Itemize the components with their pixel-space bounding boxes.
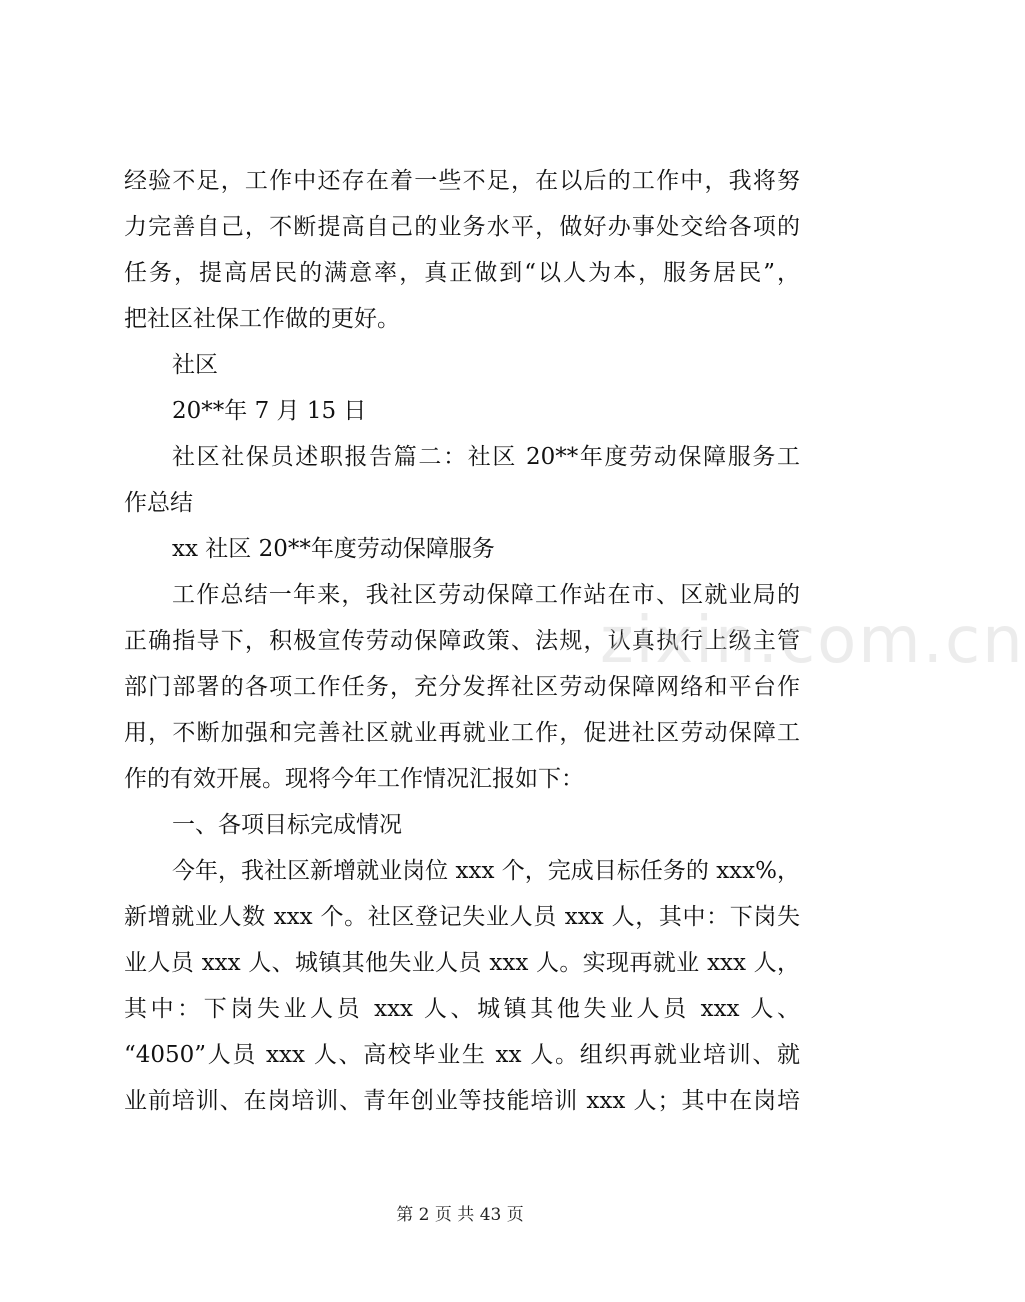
watermark: zixin.com.cn (600, 604, 1025, 678)
subtitle: xx 社区 20**年度劳动保障服务 (172, 536, 495, 562)
text-line: “4050”人员 xxx 人、高校毕业生 xx 人。组织再就业培训、就 (124, 1042, 800, 1068)
text-line: 其中：下岗失业人员 xxx 人、城镇其他失业人员 xxx 人、 (124, 996, 800, 1022)
document-body (124, 158, 800, 1124)
signature-date: 20**年 7 月 15 日 (172, 398, 367, 424)
section-title-cont: 作总结 (124, 490, 193, 516)
text-line: 业前培训、在岗培训、青年创业等技能培训 xxx 人；其中在岗培 (124, 1088, 800, 1114)
text-line: 业人员 xxx 人、城镇其他失业人员 xxx 人。实现再就业 xxx 人， (124, 950, 800, 976)
page-footer: 第 2 页 共 43 页 (396, 1205, 524, 1225)
signature-org: 社区 (172, 352, 218, 378)
text-line: 作的有效开展。现将今年工作情况汇报如下： (124, 766, 584, 792)
text-line: 经验不足，工作中还存在着一些不足，在以后的工作中，我将努 (124, 168, 800, 194)
text-line: 任务，提高居民的满意率，真正做到“以人为本，服务居民”， (124, 260, 800, 286)
section-title: 社区社保员述职报告篇二：社区 20**年度劳动保障服务工 (172, 444, 800, 470)
text-line: 用，不断加强和完善社区就业再就业工作，促进社区劳动保障工 (124, 720, 800, 746)
text-line: 力完善自己，不断提高自己的业务水平，做好办事处交给各项的 (124, 214, 800, 240)
text-line: 正确指导下，积极宣传劳动保障政策、法规，认真执行上级主管 (124, 628, 800, 654)
text-line: 把社区社保工作做的更好。 (124, 306, 400, 332)
heading-1: 一、各项目标完成情况 (172, 812, 402, 838)
text-line: 新增就业人数 xxx 个。社区登记失业人员 xxx 人，其中：下岗失 (124, 904, 800, 930)
text-line: 工作总结一年来，我社区劳动保障工作站在市、区就业局的 (172, 582, 800, 608)
text-line: 部门部署的各项工作任务，充分发挥社区劳动保障网络和平台作 (124, 674, 800, 700)
text-line: 今年，我社区新增就业岗位 xxx 个，完成目标任务的 xxx%， (172, 858, 800, 884)
